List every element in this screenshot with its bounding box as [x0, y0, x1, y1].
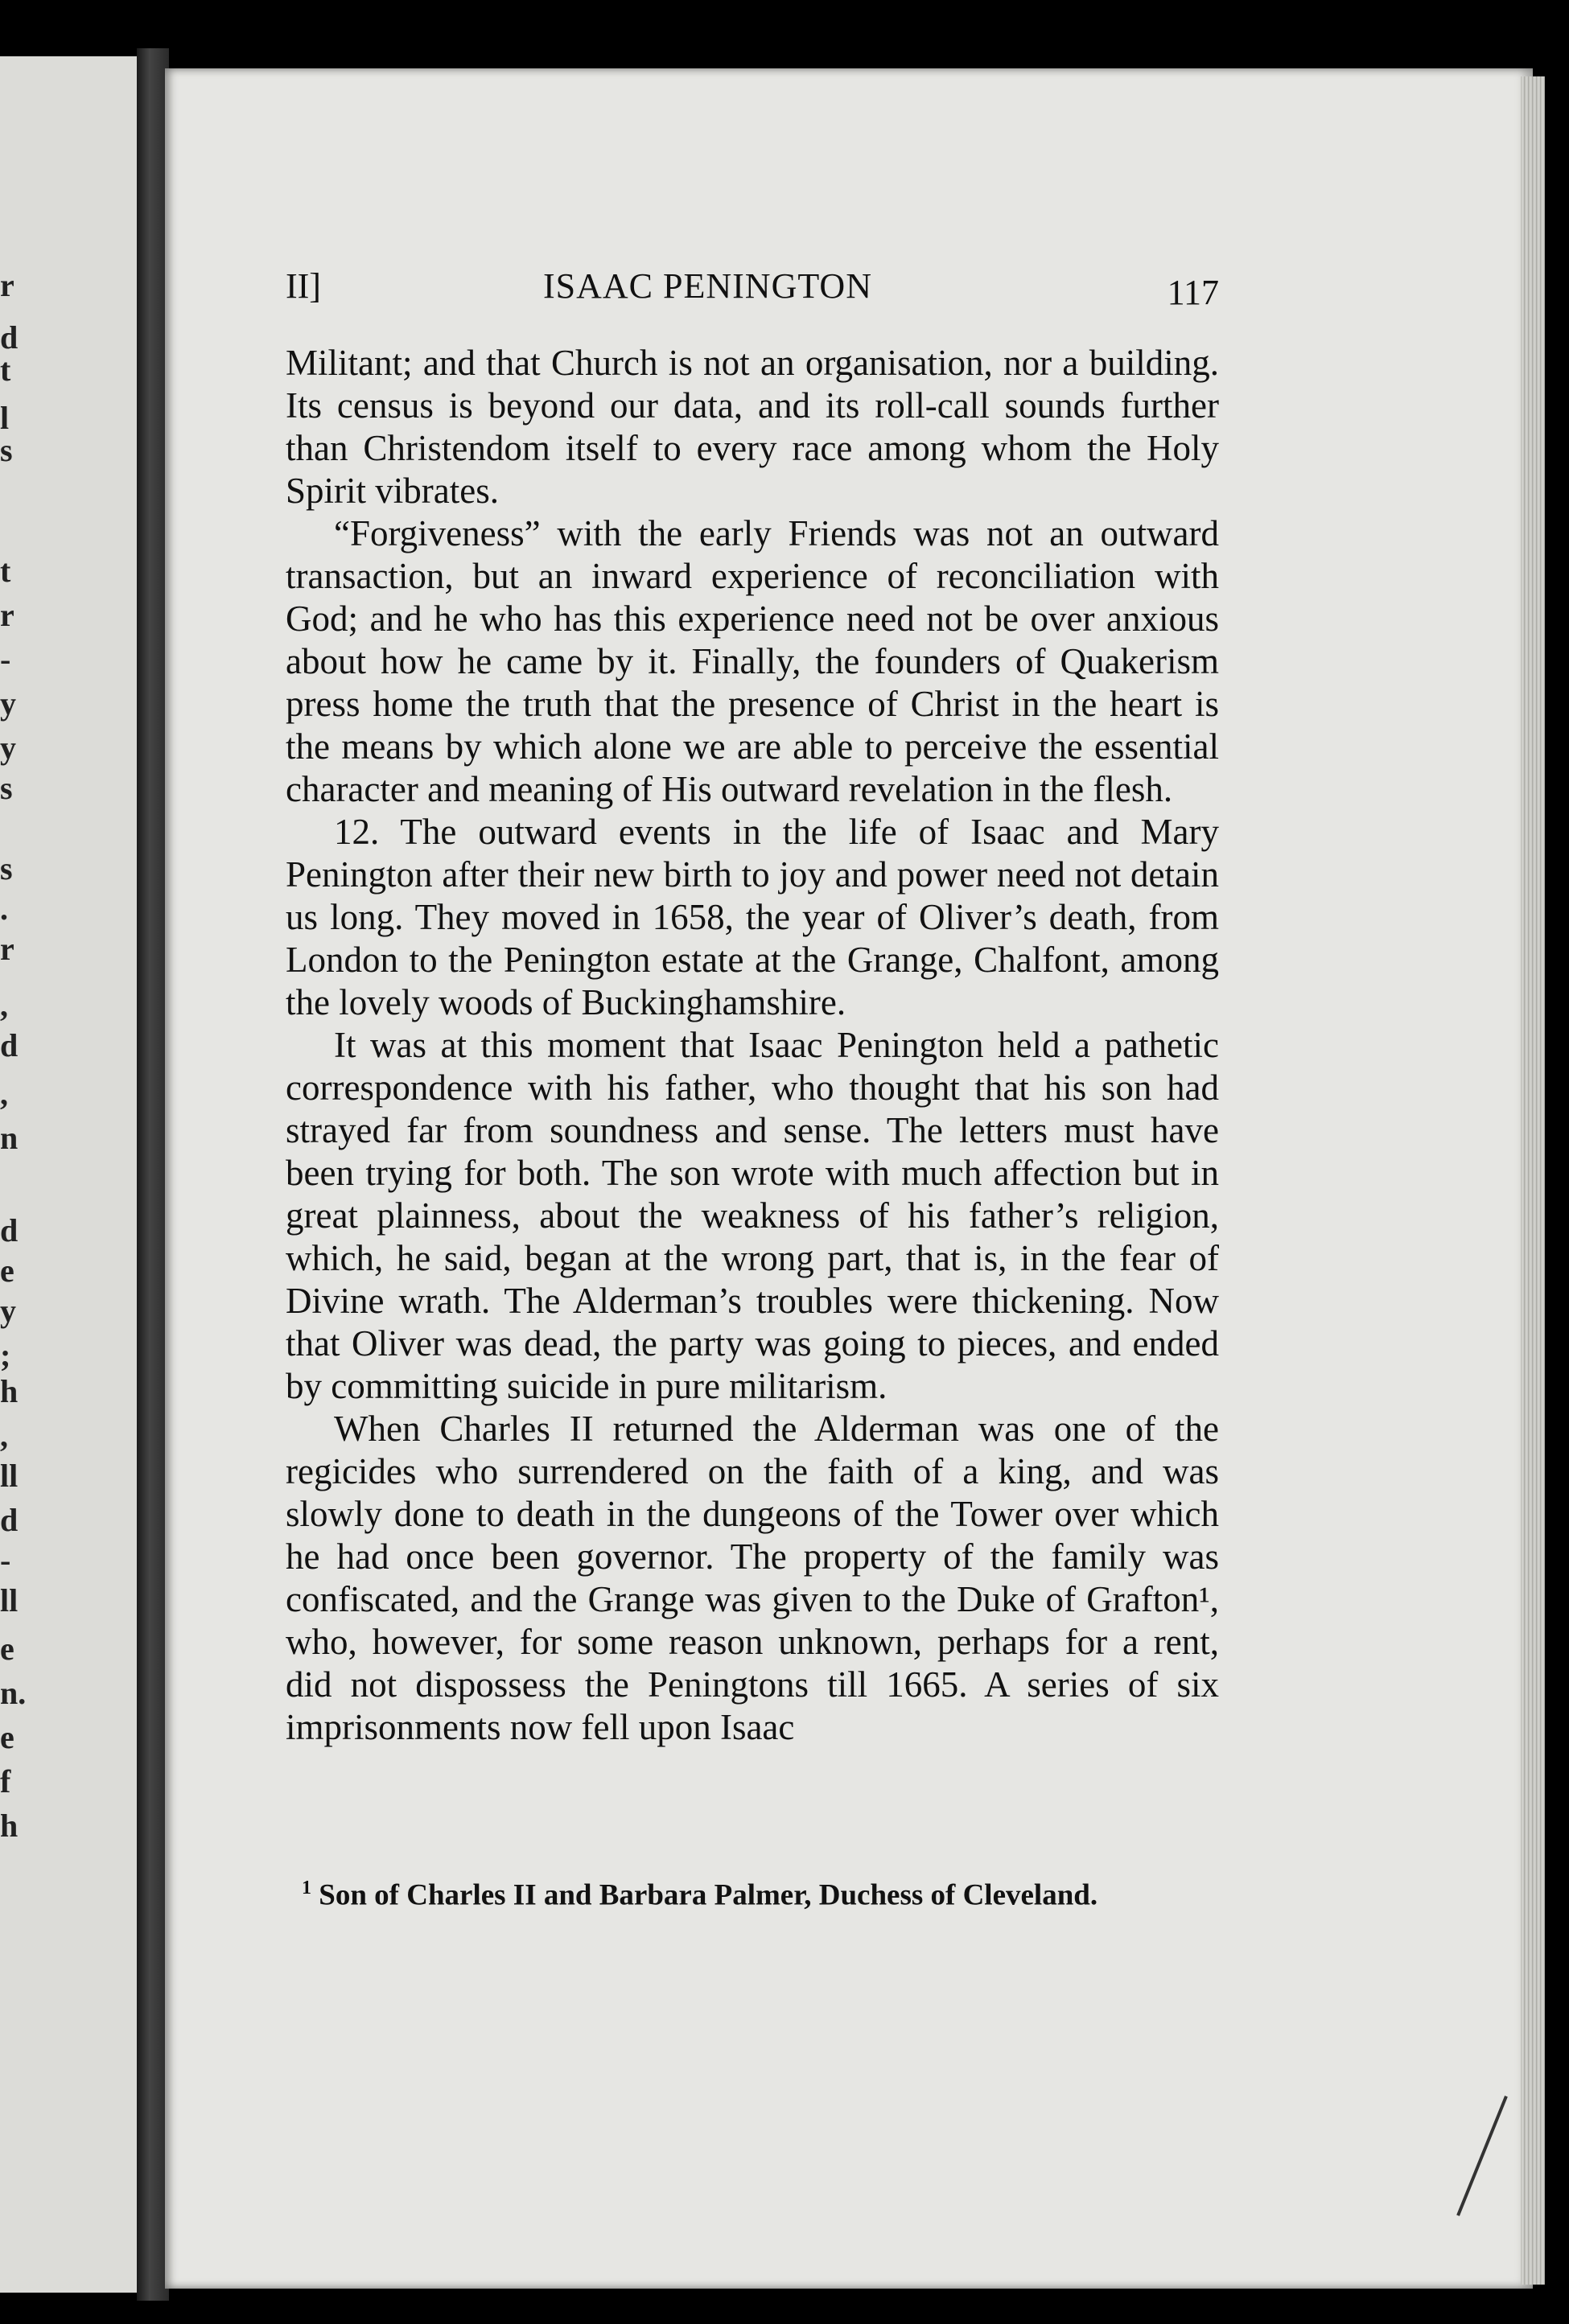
facing-page-fragment: r [0, 267, 14, 303]
facing-page-fragment: y [0, 685, 16, 722]
facing-page-fragment: , [0, 1076, 8, 1112]
facing-page-fragment: l [0, 400, 10, 436]
facing-page-fragment: h [0, 1373, 19, 1409]
running-title: ISAAC PENINGTON [543, 266, 872, 306]
facing-page-fragment: r [0, 931, 14, 967]
facing-page-fragment: e [0, 1252, 14, 1289]
footnote [302, 1870, 1219, 1913]
facing-page-fragment: y [0, 1293, 16, 1329]
facing-page-fragments [0, 56, 27, 2293]
facing-page-fragment: s [0, 432, 13, 468]
running-head [286, 265, 1219, 322]
facing-page-fragment: h [0, 1808, 19, 1844]
facing-page-fragment: - [0, 1542, 11, 1578]
facing-page-fragment: d [0, 1212, 19, 1248]
paragraph: It was at this moment that Isaac Penington held a pathetic correspondence with his father, who thought that his son had strayed far from soundness and sense. The letters must have been trying for both. The son wrote with much affection but in great plainness, about the weakness of his father’s religion, which, he said, began at the wrong part, that is, in the fear of Divine wrath. The Alderman’s troubles were thickening. Now that Oliver was dead, the party was going to pieces, and ended by committing suicide in pure militarism. [286, 1025, 1219, 1406]
facing-page-fragment: e [0, 1719, 14, 1755]
facing-page-fragment: d [0, 1027, 19, 1063]
facing-page-fragment: ll [0, 1582, 19, 1619]
footnote-text: Son of Charles II and Barbara Palmer, Duchess of Cleveland. [319, 1878, 1098, 1912]
paragraph: Militant; and that Church is not an organisation, nor a building. Its census is beyond our data, and its roll-call sounds further than Christendom itself to every race among whom the Holy Spirit vibrates. [286, 343, 1219, 511]
footnote-marker: 1 [302, 1878, 311, 1898]
facing-page-fragment: n [0, 1120, 19, 1156]
page-number: 117 [1167, 273, 1219, 312]
paragraph: 12. The outward events in the life of Isaac and Mary Penington after their new birth to joy and power need not detain us long. They moved in 1658, the year of Oliver’s death, from London to the Penington estate at the Grange, Chalfont, among the lovely woods of Buckinghamshire. [286, 812, 1219, 1022]
facing-page-fragment: y [0, 730, 16, 766]
facing-page-fragment: ll [0, 1458, 19, 1494]
chapter-number: II] [286, 266, 321, 306]
facing-page-fragment: - [0, 641, 11, 677]
facing-page [0, 56, 137, 2293]
facing-page-fragment: e [0, 1631, 14, 1667]
body-text [286, 342, 1219, 1749]
facing-page-fragment: , [0, 987, 8, 1023]
facing-page-fragment: t [0, 553, 11, 589]
facing-page-fragment: r [0, 597, 14, 633]
facing-page-fragment: t [0, 352, 11, 388]
facing-page-fragment: d [0, 319, 19, 356]
paragraph: When Charles II returned the Alderman was one of the regicides who surrendered on the faith of a king, and was slowly done to death in the dungeons of the Tower over which he had once been governor. The property of the family was confiscated, and the Grange was given to the Duke of Grafton¹, who, however, for some reason unknown, perhaps for a rent, did not dispossess the Peningtons till 1665. A series of six imprisonments now fell upon Isaac [286, 1409, 1219, 1747]
facing-page-fragment: f [0, 1763, 11, 1800]
facing-page-fragment: , [0, 1417, 8, 1454]
paragraph: “Forgiveness” with the early Friends was not an outward transaction, but an inward experience of reconciliation with God; and he who has this experience need not be over anxious about how he came by it. Finally, the founders of Quakerism press home the truth that the presence of Christ in the heart is the means by which alone we are able to perceive the essential character and meaning of His outward revelation in the flesh. [286, 513, 1219, 809]
page-edge [1521, 76, 1545, 2285]
facing-page-fragment: d [0, 1502, 19, 1538]
facing-page-fragment: . [0, 891, 8, 927]
facing-page-fragment: s [0, 770, 13, 806]
facing-page-fragment: n. [0, 1675, 27, 1711]
facing-page-fragment: s [0, 850, 13, 886]
book-gutter [137, 48, 169, 2301]
facing-page-fragment: ; [0, 1337, 11, 1373]
